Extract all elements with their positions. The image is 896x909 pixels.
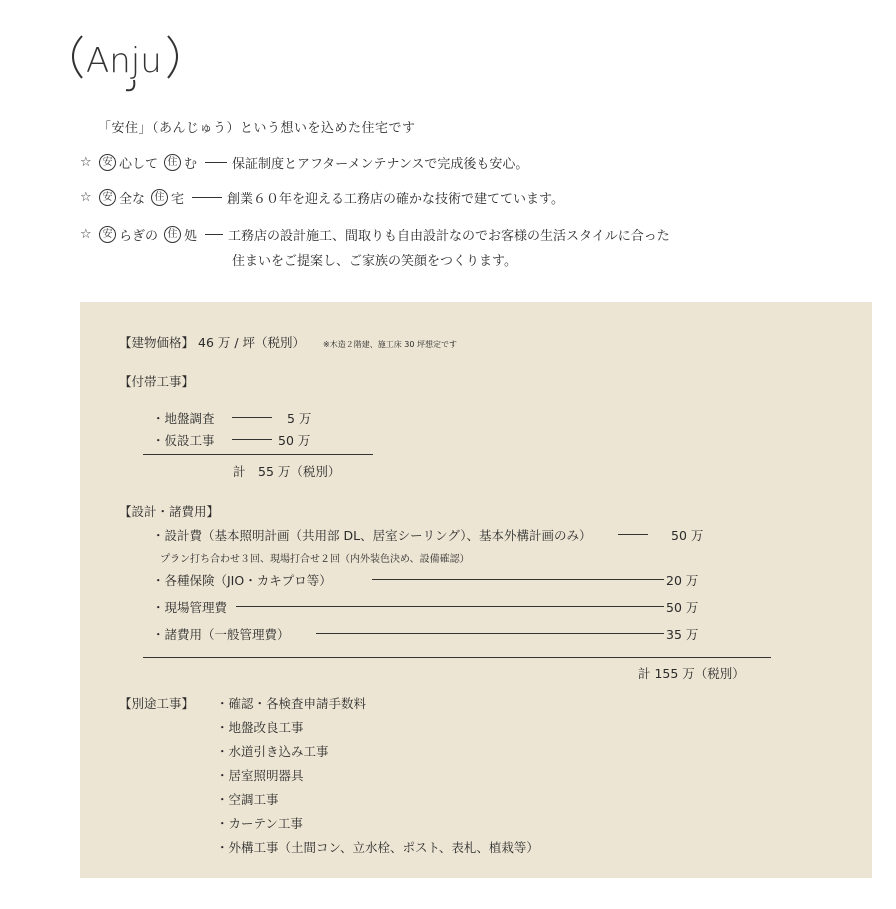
ancillary-amount: 50 万 <box>278 433 311 448</box>
dash-line <box>192 197 222 198</box>
feature-desc-continued: 住まいをご提案し、ご家族の笑顔をつくります。 <box>232 254 517 269</box>
ancillary-total: 計 55 万（税別） <box>233 464 341 479</box>
leader-line <box>236 606 664 607</box>
price-label: 【建物価格】 <box>119 335 195 350</box>
price-value: 46 万 / 坪（税別） <box>198 335 306 350</box>
feature-desc: 工務店の設計施工、間取りも自由設計なのでお客様の生活スタイルに合った <box>228 229 670 244</box>
star-icon: ☆ <box>80 155 92 170</box>
separate-item: ・外構工事（土間コン、立水栓、ポスト、表札、植栽等） <box>216 840 539 855</box>
separate-item: ・カーテン工事 <box>216 816 303 831</box>
leader-line <box>232 417 272 418</box>
design-amount: 20 万 <box>666 573 699 588</box>
subtotal-rule <box>143 454 373 455</box>
leader-line <box>372 579 664 580</box>
star-icon: ☆ <box>80 190 92 205</box>
circled-char: 住 <box>164 154 181 171</box>
design-amount: 35 万 <box>666 627 699 642</box>
circled-char: 安 <box>99 154 116 171</box>
circled-char: 安 <box>99 226 116 243</box>
design-item: ・諸費用（一般管理費） <box>152 627 290 642</box>
design-total: 計 155 万（税別） <box>638 666 745 681</box>
separate-item: ・水道引き込み工事 <box>216 744 329 759</box>
anju-logo <box>60 22 190 100</box>
feature-desc: 創業６０年を迎える工務店の確かな技術で建てています。 <box>227 192 564 207</box>
feature-row-2: ☆ 安 全な 住 宅 創業６０年を迎える工務店の確かな技術で建てています。 <box>80 190 564 207</box>
separate-item: ・確認・各検査申請手数料 <box>216 696 367 711</box>
design-amount: 50 万 <box>666 600 699 615</box>
circled-char: 住 <box>164 226 181 243</box>
circled-char: 住 <box>151 189 168 206</box>
price-note: ※木造２階建、施工床 30 坪想定です <box>323 340 457 349</box>
design-fee-amount: 50 万 <box>671 528 704 543</box>
leader-line <box>316 633 664 634</box>
subtotal-rule <box>143 657 771 658</box>
design-title: 【設計・諸費用】 <box>119 504 220 519</box>
ancillary-item: ・仮設工事 <box>152 433 215 448</box>
feature-row-3: ☆ 安 らぎの 住 処 工務店の設計施工、間取りも自由設計なのでお客様の生活スタイルに合った <box>80 227 670 244</box>
tagline: 「安住」（あんじゅう）という想いを込めた住宅です <box>98 121 416 136</box>
design-fee-note: プラン打ち合わせ３回、現場打合せ２回（内外装色決め、設備確認） <box>160 554 470 565</box>
design-item: ・各種保険（JIO・カキプロ等） <box>152 573 332 588</box>
ancillary-amount: 5 万 <box>287 411 312 426</box>
feature-desc: 保証制度とアフターメンテナンスで完成後も安心。 <box>232 157 529 172</box>
dash-line <box>205 234 223 235</box>
design-item: ・現場管理費 <box>152 600 228 615</box>
svg-text:Anju: Anju <box>86 41 162 81</box>
star-icon: ☆ <box>80 227 92 242</box>
separate-item: ・地盤改良工事 <box>216 720 304 735</box>
design-fee-name: ・設計費（基本照明計画（共用部 DL、居室シーリング）、基本外構計画のみ） <box>152 528 592 543</box>
price-row <box>119 333 457 351</box>
ancillary-title: 【付帯工事】 <box>119 374 195 389</box>
pricing-panel <box>80 302 872 878</box>
separate-title: 【別途工事】 <box>119 696 195 711</box>
feature-row-1: ☆ 安 心して 住 む 保証制度とアフターメンテナンスで完成後も安心。 <box>80 155 529 172</box>
separate-item: ・居室照明器具 <box>216 768 304 783</box>
circled-char: 安 <box>99 189 116 206</box>
dash-line <box>205 162 227 163</box>
strike-line <box>618 534 648 535</box>
ancillary-item: ・地盤調査 <box>152 411 215 426</box>
separate-item: ・空調工事 <box>216 792 279 807</box>
leader-line <box>232 439 272 440</box>
